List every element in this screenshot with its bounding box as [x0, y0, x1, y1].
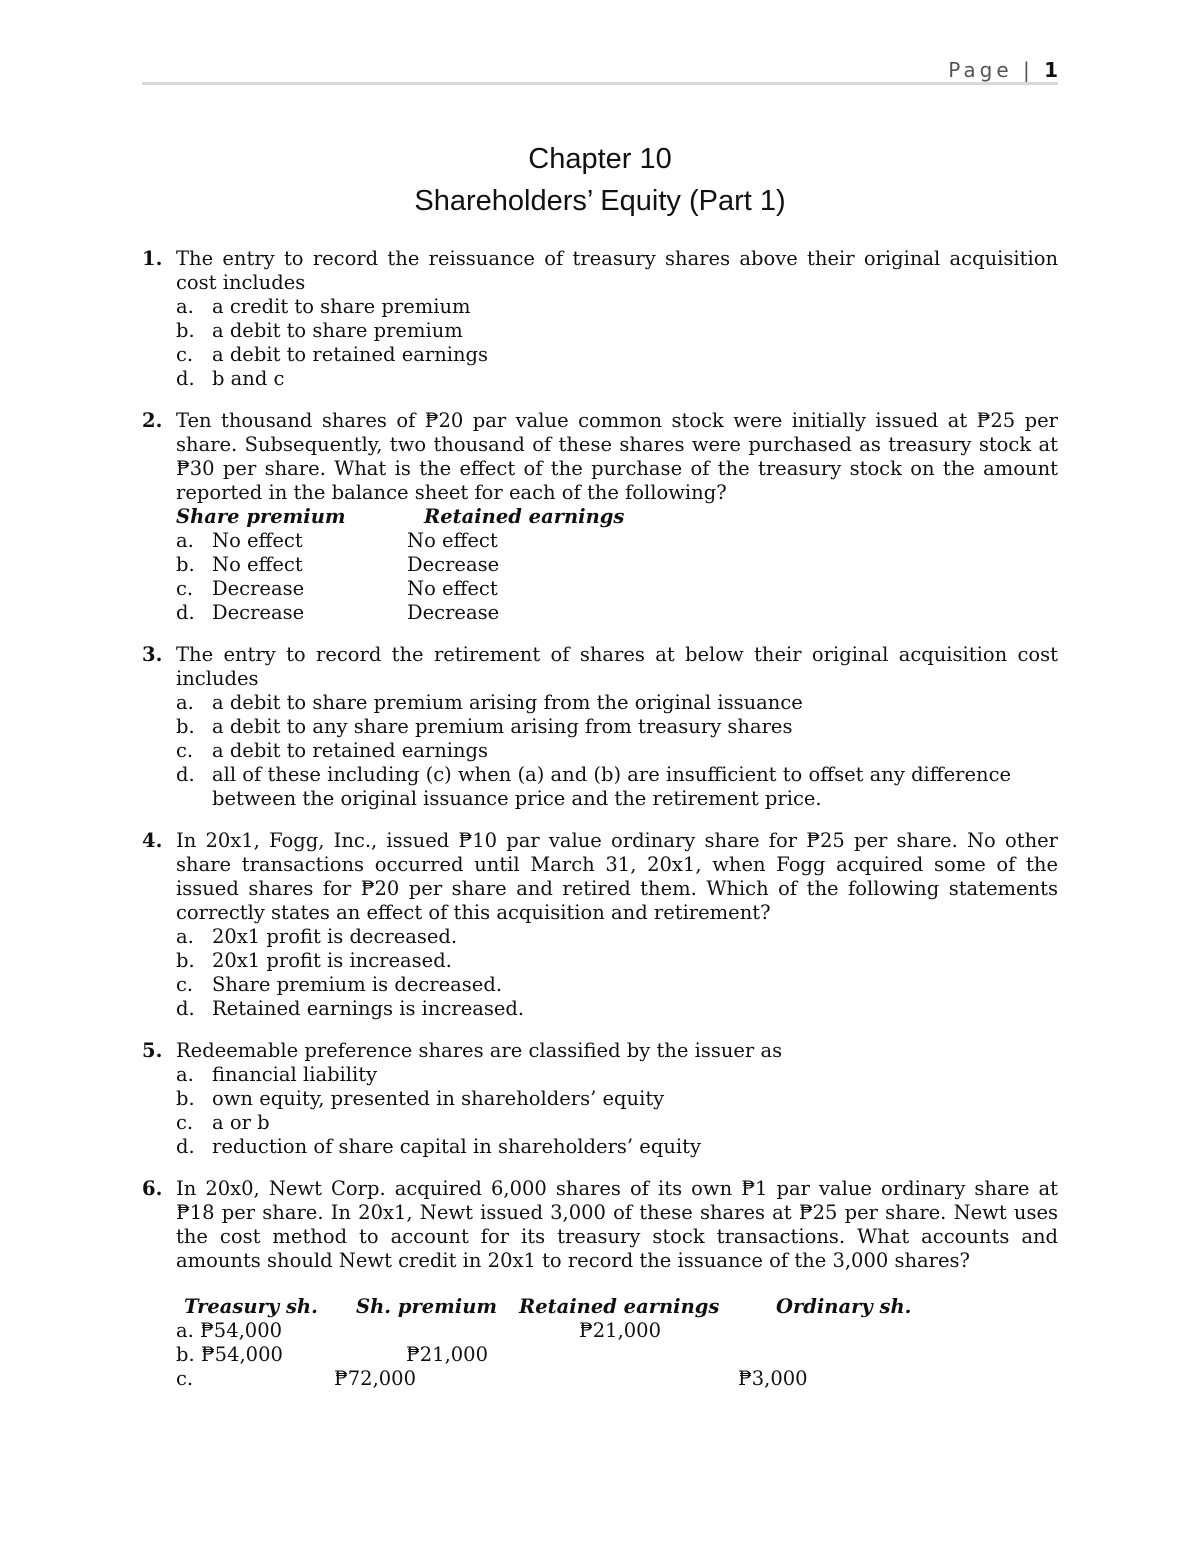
option-text: a debit to retained earnings: [212, 739, 489, 762]
option-text: all of these including (c) when (a) and (b) are insufficient to offset any difference between the original issuance price and the retirement price.: [212, 763, 1012, 810]
row-letter: d.: [176, 601, 195, 624]
option: [176, 925, 1058, 949]
column-header: Ordinary sh.: [776, 1295, 912, 1318]
option-letter: a.: [176, 1063, 194, 1086]
page-label: Page: [948, 58, 1013, 82]
table-row: [176, 553, 1058, 577]
option-text: financial liability: [212, 1063, 378, 1086]
option-text: 20x1 profit is increased.: [212, 949, 452, 972]
question-number: 5.: [142, 1039, 163, 1062]
page-header: [142, 58, 1058, 82]
option: [176, 973, 1058, 997]
table-row: [176, 529, 1058, 553]
table-row: [176, 601, 1058, 625]
row-letter: a.: [176, 529, 194, 552]
page-number: 1: [1044, 58, 1058, 82]
option: [176, 763, 1058, 811]
option-letter: b.: [176, 1087, 195, 1110]
option-letter: b.: [176, 319, 195, 342]
question-text: In 20x0, Newt Corp. acquired 6,000 shares of its own ₱1 par value ordinary share at ₱18 per share. In 20x1, Newt issued 3,000 of these shares at ₱25 per share. Newt uses the cost method to account for its treasury stock transactions. What accounts and amounts should Newt credit in 20x1 to record the issuance of the 3,000 shares?: [176, 1177, 1058, 1272]
question-number: 2.: [142, 409, 163, 432]
question-number: 4.: [142, 829, 163, 852]
cell-share-premium: Decrease: [212, 601, 305, 624]
cell-share-premium: No effect: [212, 529, 303, 552]
cell-retained-earnings: No effect: [407, 577, 498, 600]
question-5: [142, 1039, 1058, 1159]
page-separator: |: [1012, 58, 1045, 82]
column-header: Treasury sh.: [184, 1295, 318, 1318]
option-letter: a.: [176, 295, 194, 318]
table-header-row: [176, 505, 1058, 529]
cell-retained-earnings: ₱21,000: [579, 1319, 661, 1342]
question-text: The entry to record the retirement of shares at below their original acquisition cost includes: [176, 643, 1058, 690]
header-rule: [142, 82, 1058, 85]
answer-table: [176, 505, 1058, 625]
option: [176, 949, 1058, 973]
question-3: [142, 643, 1058, 811]
question-4: [142, 829, 1058, 1021]
option: [176, 343, 1058, 367]
question-1: [142, 247, 1058, 391]
option-letter: c.: [176, 343, 194, 366]
option: [176, 1135, 1058, 1159]
table-row: [176, 1367, 1058, 1391]
option-text: reduction of share capital in shareholders’ equity: [212, 1135, 701, 1158]
option: [176, 715, 1058, 739]
option-letter: a.: [176, 691, 194, 714]
table-row: [176, 1343, 1058, 1367]
row-letter: c.: [176, 577, 194, 600]
row-letter: b.: [176, 553, 195, 576]
table-header-row: [176, 1295, 1058, 1319]
question-text: Redeemable preference shares are classified by the issuer as: [176, 1039, 783, 1062]
option-letter: a.: [176, 925, 194, 948]
option-text: a credit to share premium: [212, 295, 471, 318]
column-header: Retained earnings: [424, 505, 625, 528]
option: [176, 367, 1058, 391]
option: [176, 1063, 1058, 1087]
option: [176, 691, 1058, 715]
cell-share-premium: No effect: [212, 553, 303, 576]
cell-retained-earnings: Decrease: [407, 601, 500, 624]
option-letter: d.: [176, 763, 195, 786]
cell-share-premium: ₱72,000: [334, 1367, 416, 1390]
option-letter: c.: [176, 1111, 194, 1134]
option: [176, 319, 1058, 343]
question-text: In 20x1, Fogg, Inc., issued ₱10 par value ordinary share for ₱25 per share. No other share transactions occurred until March 31, 20x1, when Fogg acquired some of the issued shares for ₱20 per share and retired them. Which of the following statements correctly states an effect of this acquisition and retirement?: [176, 829, 1058, 924]
question-number: 3.: [142, 643, 163, 666]
chapter-subtitle: Shareholders’ Equity (Part 1): [414, 185, 786, 217]
question-list: [142, 247, 1058, 1409]
cell-ordinary: ₱3,000: [738, 1367, 808, 1390]
cell-treasury: c.: [176, 1367, 194, 1390]
option-text: a debit to any share premium arising from treasury shares: [212, 715, 793, 738]
cell-share-premium: Decrease: [212, 577, 305, 600]
option-text: a debit to retained earnings: [212, 343, 489, 366]
option-letter: c.: [176, 739, 194, 762]
question-number: 6.: [142, 1177, 163, 1200]
option-text: Share premium is decreased.: [212, 973, 503, 996]
option: [176, 739, 1058, 763]
column-header: Sh. premium: [356, 1295, 498, 1318]
option-letter: d.: [176, 997, 195, 1020]
option-text: a debit to share premium arising from the original issuance: [212, 691, 803, 714]
table-row: [176, 577, 1058, 601]
question-number: 1.: [142, 247, 163, 270]
option-text: a debit to share premium: [212, 319, 463, 342]
cell-treasury: b. ₱54,000: [176, 1343, 283, 1366]
column-header: Retained earnings: [519, 1295, 720, 1318]
answer-table: [176, 1295, 1058, 1391]
option-letter: b.: [176, 949, 195, 972]
option-letter: d.: [176, 1135, 195, 1158]
question-text: The entry to record the reissuance of treasury shares above their original acquisition cost includes: [176, 247, 1058, 294]
option: [176, 1111, 1058, 1135]
chapter-title: Chapter 10: [528, 143, 672, 175]
option-text: Retained earnings is increased.: [212, 997, 525, 1020]
cell-share-premium: ₱21,000: [406, 1343, 488, 1366]
option-letter: d.: [176, 367, 195, 390]
question-2: [142, 409, 1058, 625]
option-letter: c.: [176, 973, 194, 996]
option: [176, 295, 1058, 319]
column-header: Share premium: [176, 505, 346, 528]
option: [176, 997, 1058, 1021]
option: [176, 1087, 1058, 1111]
cell-retained-earnings: No effect: [407, 529, 498, 552]
table-row: [176, 1319, 1058, 1343]
cell-retained-earnings: Decrease: [407, 553, 500, 576]
option-letter: b.: [176, 715, 195, 738]
question-text: Ten thousand shares of ₱20 par value common stock were initially issued at ₱25 per share. Subsequently, two thousand of these shares were purchased as treasury stock at ₱30 per share. What is the effect of the purchase of the treasury stock on the amount reported in the balance sheet for each of the following?: [176, 409, 1058, 504]
cell-treasury: a. ₱54,000: [176, 1319, 283, 1342]
option-text: b and c: [212, 367, 285, 390]
option-text: own equity, presented in shareholders’ equity: [212, 1087, 665, 1110]
question-6: [142, 1177, 1058, 1391]
option-text: a or b: [212, 1111, 270, 1134]
option-text: 20x1 profit is decreased.: [212, 925, 458, 948]
